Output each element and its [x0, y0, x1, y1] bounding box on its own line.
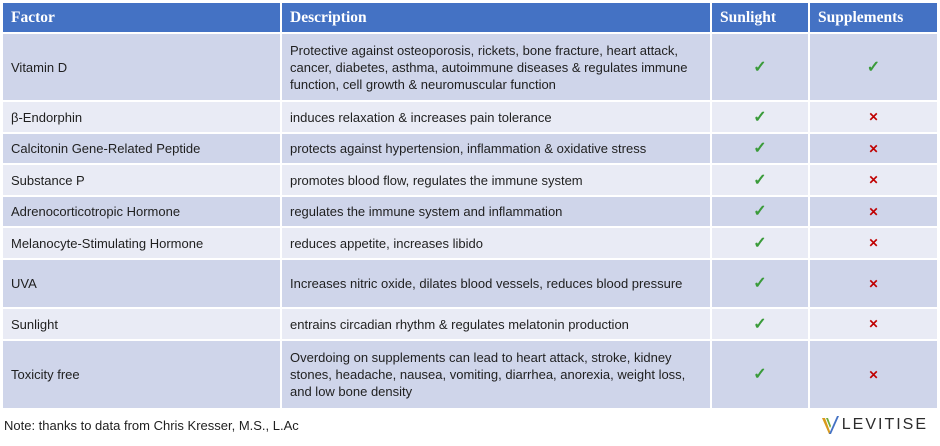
levitise-v-logo-icon	[820, 414, 840, 436]
check-icon: ✓	[866, 58, 881, 76]
sunlight-cell	[711, 101, 809, 133]
table-header-row	[3, 3, 937, 33]
source-note: Note: thanks to data from Chris Kresser, M.S., L.Ac	[4, 418, 299, 433]
header-factor: Factor	[3, 3, 281, 33]
description-cell: Increases nitric oxide, dilates blood vessels, reduces blood pressure	[281, 259, 711, 308]
cross-icon: ✕	[868, 317, 879, 331]
factor-cell: Calcitonin Gene-Related Peptide	[3, 133, 281, 164]
factor-cell: Substance P	[3, 164, 281, 196]
cross-icon: ✕	[868, 141, 879, 156]
supplements-cell	[809, 227, 937, 259]
check-icon: ✓	[753, 108, 767, 126]
description-cell: Protective against osteoporosis, rickets, bone fracture, heart attack, cancer, diabetes, asthma, autoimmune diseases & regulates immune function, cell growth & neuromuscular function	[281, 33, 711, 101]
check-icon: ✓	[753, 234, 767, 252]
supplements-cell	[809, 196, 937, 227]
cross-icon: ✕	[868, 236, 879, 250]
sunlight-cell	[711, 227, 809, 259]
supplements-cell	[809, 33, 937, 101]
factor-cell: Vitamin D	[3, 33, 281, 101]
table-row	[3, 227, 937, 259]
description-cell: reduces appetite, increases libido	[281, 227, 711, 259]
check-icon: ✓	[753, 171, 767, 189]
description-cell: regulates the immune system and inflammation	[281, 196, 711, 227]
levitise-logo	[820, 414, 928, 436]
sunlight-cell	[711, 33, 809, 101]
cross-icon: ✕	[868, 367, 879, 382]
factor-cell: Melanocyte-Stimulating Hormone	[3, 227, 281, 259]
check-icon: ✓	[753, 275, 767, 292]
supplements-cell	[809, 133, 937, 164]
sunlight-cell	[711, 133, 809, 164]
sunlight-cell	[711, 196, 809, 227]
cross-icon: ✕	[868, 204, 879, 219]
table-row	[3, 308, 937, 340]
description-cell: Overdoing on supplements can lead to heart attack, stroke, kidney stones, headache, nausea, vomiting, diarrhea, anorexia, weight loss, and low bone density	[281, 340, 711, 408]
table-row	[3, 133, 937, 164]
table-row	[3, 340, 937, 408]
description-cell: induces relaxation & increases pain tolerance	[281, 101, 711, 133]
check-icon: ✓	[753, 140, 767, 157]
header-supplements: Supplements	[809, 3, 937, 33]
check-icon: ✓	[753, 366, 767, 383]
cross-icon: ✕	[868, 276, 879, 291]
supplements-cell	[809, 101, 937, 133]
logo-text: LEVITISE	[841, 416, 928, 433]
factor-cell: Adrenocorticotropic Hormone	[3, 196, 281, 227]
supplements-cell	[809, 259, 937, 308]
sunlight-cell	[711, 308, 809, 340]
sunlight-cell	[711, 340, 809, 408]
description-cell: protects against hypertension, inflammation & oxidative stress	[281, 133, 711, 164]
check-icon: ✓	[753, 58, 767, 76]
factor-cell: Sunlight	[3, 308, 281, 340]
comparison-table	[3, 3, 937, 408]
cross-icon: ✕	[868, 173, 879, 187]
table-row	[3, 196, 937, 227]
description-cell: entrains circadian rhythm & regulates melatonin production	[281, 308, 711, 340]
factor-cell: Toxicity free	[3, 340, 281, 408]
factor-cell: β-Endorphin	[3, 101, 281, 133]
supplements-cell	[809, 308, 937, 340]
table-row	[3, 33, 937, 101]
cross-icon: ✕	[868, 110, 879, 124]
table-row	[3, 101, 937, 133]
table-row	[3, 259, 937, 308]
header-sunlight: Sunlight	[711, 3, 809, 33]
factor-cell: UVA	[3, 259, 281, 308]
header-description: Description	[281, 3, 711, 33]
check-icon: ✓	[753, 203, 767, 220]
supplements-cell	[809, 340, 937, 408]
check-icon: ✓	[753, 315, 767, 333]
sunlight-cell	[711, 259, 809, 308]
table-row	[3, 164, 937, 196]
description-cell: promotes blood flow, regulates the immune system	[281, 164, 711, 196]
supplements-cell	[809, 164, 937, 196]
sunlight-cell	[711, 164, 809, 196]
